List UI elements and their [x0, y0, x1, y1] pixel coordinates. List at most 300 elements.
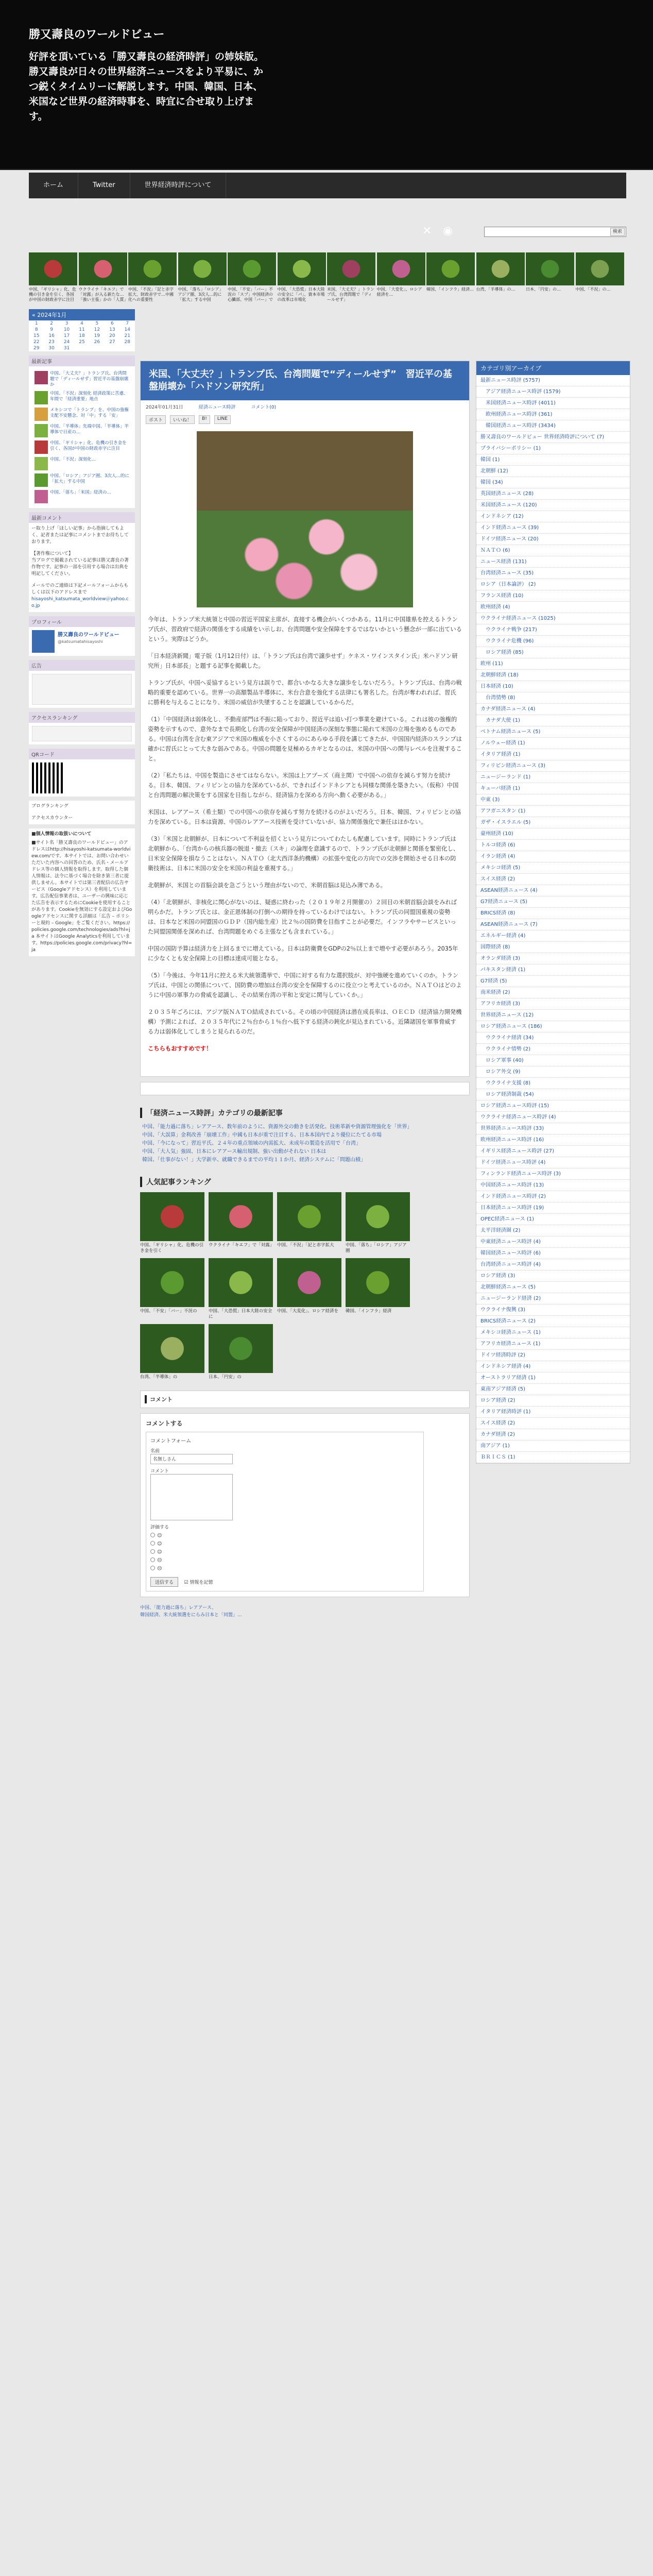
gallery-thumbnail[interactable]: [228, 252, 276, 285]
gallery-caption[interactable]: 中国、「不安」「バー」不況の「スプ」中国経済の心臓部、中国「バー」で: [228, 287, 273, 302]
gallery-caption[interactable]: 日本、「円安」の…: [526, 287, 561, 292]
category-link[interactable]: ウクライナ情勢 (2): [476, 1044, 630, 1055]
gallery-thumbnail[interactable]: [377, 252, 425, 285]
rating-option[interactable]: ☺: [150, 1540, 419, 1548]
category-link[interactable]: 最新ニュース時評 (5757): [476, 375, 630, 386]
gallery-caption[interactable]: 中国、「落ち」「ロシア」アジア圏、3次人…的に「拡大」する中国: [178, 287, 224, 302]
profile-block: [29, 627, 135, 656]
category-link[interactable]: 台湾経済ニュース (35): [476, 568, 630, 579]
main-content: [140, 361, 470, 1619]
recent-article-item[interactable]: [32, 389, 132, 406]
category-link[interactable]: ドイツ経済ニュース (20): [476, 534, 630, 545]
category-link[interactable]: エネルギー経済 (4): [476, 930, 630, 942]
copyright-block: [29, 548, 135, 580]
nav-item-twitter[interactable]: Twitter: [78, 173, 130, 198]
category-link[interactable]: キューバ経済 (1): [476, 783, 630, 794]
form-title: コメントフォーム: [150, 1438, 192, 1444]
ranking-card[interactable]: [346, 1192, 410, 1254]
category-link[interactable]: 北朝鮮 (12): [476, 466, 630, 477]
prev-post-link[interactable]: 中国、「能力過に落ち」レアアース、: [140, 1605, 217, 1611]
contact-text: メールでのご連絡は下記メールフォームからもしくは以下のアドレスまで: [31, 583, 129, 595]
category-link[interactable]: ニュージーランド (1): [476, 772, 630, 783]
gallery-item[interactable]: [576, 252, 624, 302]
gallery-caption[interactable]: 中国、「大恐慌」日本大陸の安全に「パ」、資本市場の改革は市場化: [277, 287, 325, 302]
calendar-day[interactable]: 14: [124, 327, 130, 332]
recent-articles-heading: 最新記事: [29, 355, 135, 366]
calendar-day[interactable]: 18: [79, 333, 85, 338]
category-link[interactable]: イタリア経済時評 (1): [476, 1406, 630, 1418]
ranking-card[interactable]: [209, 1192, 273, 1254]
gallery-thumbnail[interactable]: [327, 252, 375, 285]
recent-article-thumbnail[interactable]: [35, 490, 48, 503]
remember-checkbox[interactable]: ☑ 情報を記憶: [184, 1580, 213, 1585]
category-link[interactable]: インド経済ニュース (39): [476, 522, 630, 534]
calendar-title[interactable]: « 2024年1月: [29, 309, 135, 320]
category-link[interactable]: 日本経済ニュース時評 (19): [476, 1202, 630, 1214]
ranking-caption[interactable]: 台湾、「半導体」の: [140, 1375, 178, 1380]
recent-article-title[interactable]: メキシコで「トランプ」を、中国の強権支配不安懸念、対「中」する「安」: [50, 408, 129, 418]
category-link[interactable]: 欧州経済ニュース時評 (361): [476, 409, 630, 420]
ranking-thumbnail[interactable]: [346, 1192, 410, 1241]
category-link[interactable]: 南アジア (1): [476, 1440, 630, 1452]
recent-article-item[interactable]: [32, 422, 132, 439]
calendar-day[interactable]: 1: [35, 321, 38, 326]
category-link[interactable]: スイス経済 (2): [476, 1418, 630, 1429]
gallery-item[interactable]: [377, 252, 425, 302]
ranking-card[interactable]: [209, 1324, 273, 1380]
category-link[interactable]: 欧州経済 (4): [476, 602, 630, 613]
article-meta: [141, 400, 469, 413]
category-link[interactable]: パキスタン経済 (1): [476, 964, 630, 976]
category-link[interactable]: 太平洋経済圏 (2): [476, 1225, 630, 1236]
ranking-thumbnail[interactable]: [346, 1258, 410, 1307]
category-link[interactable]: ロシア経済ニュース時評 (15): [476, 1100, 630, 1112]
ranking-caption[interactable]: 中国、「大変化」、ロシア経済を: [277, 1309, 339, 1314]
gallery-thumbnail[interactable]: [178, 252, 227, 285]
calendar-day[interactable]: 5: [95, 321, 99, 326]
calendar-day[interactable]: 21: [124, 333, 130, 338]
related-article-link[interactable]: 韓国、「仕事がない！」大学新卒、就職できるまでの平均１１か月、経済システムに「問題山積」: [142, 1157, 366, 1163]
article-paragraph: トランプ氏が、中国へ妥協するという見方は誤りで、都合いかなる大きな譲歩をしないだろう。トランプ氏は、台湾の戦略的重要を認めている。世界一の高額製品半導体に、米台合意を強化する法律にも署名した。台湾が奪われれば、習氏に勝利を与えることになり、米国の威信が失墜することを認識しているからだ。: [148, 680, 462, 706]
category-link[interactable]: インド経済ニュース時評 (2): [476, 1191, 630, 1202]
share-buttons: [141, 413, 469, 426]
category-list: [476, 375, 630, 1463]
category-link[interactable]: ベトナム経済ニュース (5): [476, 726, 630, 738]
ranking-card[interactable]: [140, 1324, 204, 1380]
comment-textarea[interactable]: [150, 1474, 233, 1520]
gallery-thumbnail[interactable]: [576, 252, 624, 285]
category-link[interactable]: ウクライナ危機 (96): [476, 636, 630, 647]
recent-article-item[interactable]: [32, 369, 132, 389]
ranking-thumbnail[interactable]: [140, 1258, 204, 1307]
ranking-caption[interactable]: 中国、「落ち」「ロシア」アジア圏: [346, 1243, 407, 1253]
ranking-caption[interactable]: 韓国、「インフラ」経済: [346, 1309, 392, 1314]
right-sidebar: [476, 361, 630, 1464]
category-link[interactable]: カナダ大使 (1): [476, 715, 630, 726]
search-button[interactable]: 検索: [610, 228, 625, 236]
calendar-week: [29, 327, 135, 333]
gallery-item[interactable]: [426, 252, 475, 302]
avatar[interactable]: [32, 630, 55, 653]
next-post-link[interactable]: 韓国経済、米大統領選をにらみ日本と「同盟」…: [140, 1613, 243, 1618]
rating-option[interactable]: ☹: [150, 1556, 419, 1565]
gallery-strip: [29, 252, 626, 302]
gallery-thumbnail[interactable]: [128, 252, 177, 285]
calendar-day[interactable]: 12: [94, 327, 100, 332]
nav-item-about[interactable]: 世界経済時評について: [130, 173, 227, 198]
gallery-item[interactable]: [128, 252, 177, 302]
category-link[interactable]: 東南アジア経済 (5): [476, 1384, 630, 1395]
category-link[interactable]: ウクライナ復興 (3): [476, 1304, 630, 1316]
x-icon[interactable]: ✕: [422, 225, 432, 238]
rating-options: [150, 1532, 419, 1573]
recent-article-thumbnail[interactable]: [35, 457, 48, 470]
category-link[interactable]: ＢＲＩＣＳ (1): [476, 1452, 630, 1463]
share-like-button[interactable]: いいね！: [170, 415, 195, 424]
gallery-caption[interactable]: 中国、「不況」「記と赤字拡大、財政赤字で…中國化への重要性: [128, 287, 174, 302]
category-link[interactable]: 米国経済ニュース (120): [476, 500, 630, 511]
article-comment-count[interactable]: コメント(0): [251, 405, 277, 410]
category-link[interactable]: 日本経済 (10): [476, 681, 630, 692]
category-link[interactable]: ロシア経済 (3): [476, 1270, 630, 1282]
ranking-card[interactable]: [140, 1258, 204, 1320]
article-title[interactable]: 米国、「大丈夫？」トランプ氏、台湾問題で“ディールせず” 習近平の基盤崩壊か「ハドソン研究所」: [141, 361, 469, 400]
recommend-label: こちらもおすすめです！: [148, 1045, 212, 1052]
share-line-button[interactable]: LINE: [214, 415, 231, 424]
category-link[interactable]: 欧州経済ニュース時評 (16): [476, 1134, 630, 1146]
rating-option[interactable]: ☹: [150, 1565, 419, 1573]
recent-article-thumbnail[interactable]: [35, 424, 48, 437]
recent-article-title[interactable]: 中国、「大丈夫？」トランプ氏、台湾問題で「ディールせず」習近平の基盤崩壊か: [50, 371, 129, 387]
category-link[interactable]: スイス経済 (2): [476, 874, 630, 885]
recent-article-thumbnail[interactable]: [35, 408, 48, 421]
category-link[interactable]: アフリカ経済 (3): [476, 998, 630, 1010]
recent-article-thumbnail[interactable]: [35, 371, 48, 384]
name-field[interactable]: 名無しさん: [150, 1454, 233, 1464]
ranking-caption[interactable]: 中国、「不況」「記と赤字拡大: [277, 1243, 334, 1248]
category-link[interactable]: 台湾経済ニュース時評 (4): [476, 1259, 630, 1270]
comment-form: [146, 1432, 424, 1591]
article-body: [141, 615, 469, 1037]
category-link[interactable]: 欧州 (11): [476, 658, 630, 670]
blog-ranking[interactable]: ブログランキング: [29, 801, 135, 812]
category-link[interactable]: ASEAN経済ニュース (4): [476, 885, 630, 896]
category-link[interactable]: 韓国経済ニュース時評 (3434): [476, 420, 630, 432]
category-archive: [476, 361, 630, 1464]
privacy-block: [29, 828, 135, 956]
recent-article-item[interactable]: [32, 472, 132, 488]
ad-block[interactable]: [29, 671, 135, 708]
gallery-thumbnail[interactable]: [278, 252, 326, 285]
calendar-day: [74, 345, 89, 351]
gallery-caption[interactable]: 中国、「大変化」、ロシア経済を…: [376, 287, 422, 297]
category-link[interactable]: イタリア経済 (1): [476, 749, 630, 760]
calendar-day: [105, 345, 119, 351]
share-x-button[interactable]: ポスト: [146, 415, 166, 424]
category-link[interactable]: ウクライナ戦争 (217): [476, 624, 630, 636]
category-link[interactable]: 中国経済ニュース時評 (13): [476, 1180, 630, 1191]
category-heading: カテゴリ別アーカイブ: [476, 361, 630, 375]
category-link[interactable]: プライバシーポリシー (1): [476, 443, 630, 454]
category-link[interactable]: 豪州経済 (10): [476, 828, 630, 840]
recent-article-item[interactable]: [32, 455, 132, 472]
ranking-card[interactable]: [346, 1258, 410, 1320]
ranking-caption[interactable]: 中国、「ギリシャ」化、危機の引き金を引く: [140, 1243, 204, 1253]
calendar-day[interactable]: 17: [63, 333, 70, 338]
category-link[interactable]: アジア経済ニュース時評 (1579): [476, 386, 630, 398]
rating-option[interactable]: ☺: [150, 1532, 419, 1540]
share-hatena-button[interactable]: B!: [199, 415, 210, 424]
category-link[interactable]: 中東経済ニュース時評 (4): [476, 1236, 630, 1248]
category-link[interactable]: 韓国 (1): [476, 454, 630, 466]
category-link[interactable]: イラン経済 (4): [476, 851, 630, 862]
ranking-card[interactable]: [277, 1192, 341, 1254]
category-link[interactable]: ウクライナ支援 (8): [476, 1078, 630, 1089]
category-link[interactable]: 勝又壽良のワールドビュー 世界経済時評について (7): [476, 432, 630, 443]
calendar-day[interactable]: 9: [50, 327, 53, 332]
category-link[interactable]: ウクライナ経済ニュース (1025): [476, 613, 630, 624]
calendar-day[interactable]: 29: [33, 346, 40, 351]
calendar-week: [29, 320, 135, 327]
calendar-day[interactable]: 11: [79, 327, 85, 332]
gallery-thumbnail[interactable]: [526, 252, 574, 285]
category-link[interactable]: アフガニスタン (1): [476, 806, 630, 817]
category-link[interactable]: アフリカ経済ニュース (1): [476, 1338, 630, 1350]
category-link[interactable]: イギリス経済ニュース時評 (27): [476, 1146, 630, 1157]
related-article-link[interactable]: 中国、「能力過に落ち」レアアース、数年前のように、資源外交の動きを活発化、技術革新や資源管理強化を「世界」: [142, 1124, 413, 1130]
category-link[interactable]: ロシア（日本論評） (2): [476, 579, 630, 590]
calendar-day[interactable]: 26: [94, 340, 100, 345]
recent-article-item[interactable]: [32, 439, 132, 455]
category-link[interactable]: ノルウェー経済 (1): [476, 738, 630, 749]
gallery-item[interactable]: [178, 252, 227, 302]
recent-article-title[interactable]: 中国、「ギリシャ」化、危機の引き金を引く、各国が中国の財政赤字に注目: [50, 440, 127, 451]
recent-article-thumbnail[interactable]: [35, 473, 48, 487]
gallery-item[interactable]: [29, 252, 77, 302]
copyright-heading: 【著作権について】: [31, 551, 73, 556]
gallery-item[interactable]: [278, 252, 326, 302]
recent-article-thumbnail[interactable]: [35, 391, 48, 404]
category-link[interactable]: ドイツ経済時評 (2): [476, 1350, 630, 1361]
gallery-thumbnail[interactable]: [426, 252, 475, 285]
calendar-day[interactable]: 8: [35, 327, 38, 332]
gallery-caption[interactable]: 台湾、「半導体」の…: [476, 287, 515, 292]
category-link[interactable]: 南米経済 (2): [476, 987, 630, 998]
category-link[interactable]: BRICS経済 (8): [476, 908, 630, 919]
calendar-day[interactable]: 16: [48, 333, 55, 338]
recent-article-title[interactable]: 中国、「落ち」「米国」経済の…: [50, 490, 112, 495]
ranking-caption[interactable]: ウクライナ「キエフ」で「対露」: [209, 1243, 274, 1248]
category-link[interactable]: メキシコ経済ニュース (1): [476, 1327, 630, 1338]
calendar-day[interactable]: 10: [63, 327, 70, 332]
category-link[interactable]: 台湾情勢 (8): [476, 692, 630, 704]
gallery-thumbnail[interactable]: [79, 252, 127, 285]
access-counter: アクセスカウンター: [29, 812, 135, 824]
gallery-item[interactable]: [79, 252, 127, 302]
category-link[interactable]: ニュース経済 (131): [476, 556, 630, 568]
ranking-thumbnail[interactable]: [209, 1258, 273, 1307]
category-link[interactable]: ウクライナ経済 (34): [476, 1032, 630, 1044]
rating-option[interactable]: ☺: [150, 1548, 419, 1556]
category-link[interactable]: 世界経済ニュース時評 (33): [476, 1123, 630, 1134]
calendar-day[interactable]: 28: [124, 340, 130, 345]
category-link[interactable]: オランダ経済 (3): [476, 953, 630, 964]
gallery-caption[interactable]: 中国、「ギリシャ」化、危機の引き金を引く、各国が中国の財政赤字に注目: [29, 287, 76, 302]
article-paragraph: （5）「今後は、今年11月に控える米大統領選挙で、中国に対する有力な選択肢が、対中強硬を進めていくのか。トランプ氏は、中国との関係について、国防費の増加は台湾の安全を保障するのに役立つと考えているのか。ＮＡＴＯはどのように中国の軍事力の脅威を認識し、その結果台湾の平和と安定に関与していくか。」: [148, 972, 462, 998]
gallery-caption[interactable]: 米国、「大丈夫？」トランプ氏、台湾問題で「ディールせず」: [327, 287, 374, 302]
calendar-day[interactable]: 19: [94, 333, 100, 338]
ranking-caption[interactable]: 日本、「円安」の: [209, 1375, 242, 1380]
profile-heading: プロフィール: [29, 616, 135, 627]
category-link[interactable]: オーストラリア経済 (1): [476, 1372, 630, 1384]
category-link[interactable]: 中東 (3): [476, 794, 630, 806]
recent-article-title[interactable]: 中国、「不況」深刻化 経済政策に苦慮、年間で「経済重要」地点: [50, 391, 128, 402]
calendar-day[interactable]: 27: [109, 340, 115, 345]
category-link[interactable]: ガザ・イスラエル (5): [476, 817, 630, 828]
category-link[interactable]: ロシア外交 (9): [476, 1066, 630, 1078]
gallery-caption[interactable]: ウクライナ「キエフ」で「対露」が入る新たな…「強い主張」かの「人質」: [78, 287, 128, 302]
privacy-heading: ■個人情報の取扱いについて: [31, 832, 92, 837]
recent-article-title[interactable]: 中国、「半導体」先端中国、「半導体」半導体で日産の…: [50, 424, 129, 435]
calendar: [29, 320, 135, 351]
calendar-day[interactable]: 3: [65, 321, 68, 326]
rss-icon[interactable]: ◉: [442, 225, 453, 238]
recent-article-item[interactable]: [32, 406, 132, 422]
profile-id: @katsumatahisayoshi: [58, 639, 103, 644]
related-article-link[interactable]: 中国、「大誤算」金利改善「崩壊工作」中國も日本が重で注目する、日本本国内でより優位にたてる市場: [142, 1132, 382, 1138]
category-link[interactable]: 韓国 (34): [476, 477, 630, 488]
header-divider: [0, 169, 653, 170]
category-link[interactable]: フィンランド経済ニュース時評 (3): [476, 1168, 630, 1180]
related-article-link[interactable]: 中国、「大人気」強固、日本にレアアース輸出規制、強い出動がそれない 日本は: [142, 1149, 326, 1155]
gallery-item[interactable]: [228, 252, 276, 302]
calendar-day[interactable]: 22: [33, 340, 40, 345]
category-link[interactable]: OPEC経済ニュース (1): [476, 1214, 630, 1225]
ranking-card[interactable]: [277, 1258, 341, 1320]
calendar-day[interactable]: 4: [80, 321, 83, 326]
category-link[interactable]: インドネシア経済 (4): [476, 1361, 630, 1372]
category-link[interactable]: 米国経済ニュース時評 (4011): [476, 398, 630, 409]
recent-comments-heading: 最新コメント: [29, 512, 135, 523]
calendar-day[interactable]: 13: [109, 327, 115, 332]
site-title[interactable]: 勝又壽良のワールドビュー: [29, 28, 165, 41]
ad-banner[interactable]: [140, 1082, 470, 1095]
calendar-day[interactable]: 24: [63, 340, 70, 345]
recent-article-item[interactable]: [32, 488, 132, 505]
category-link[interactable]: ロシア軍事 (40): [476, 1055, 630, 1066]
category-link[interactable]: ニュージーランド経済 (2): [476, 1293, 630, 1304]
category-link[interactable]: トルコ経済 (6): [476, 840, 630, 851]
calendar-day[interactable]: 31: [63, 346, 70, 351]
calendar-day[interactable]: 30: [48, 346, 55, 351]
category-link[interactable]: 北朝鮮経済 (18): [476, 670, 630, 681]
ranking-caption[interactable]: 中国、「大恐慌」日本大陸の安全に: [209, 1309, 272, 1319]
contact-mail[interactable]: hisayoshi_katsumata_worldview＠yahoo.co.jp: [31, 597, 129, 608]
profile-name[interactable]: 勝又壽良のワールドビュー: [58, 632, 119, 638]
related-heading: 「経済ニュース時評」カテゴリの最新記事: [140, 1108, 470, 1118]
ranking-card[interactable]: [209, 1258, 273, 1320]
calendar-day[interactable]: 23: [48, 340, 55, 345]
category-link[interactable]: フランス経済 (10): [476, 590, 630, 602]
search-input[interactable]: [484, 227, 626, 237]
category-link[interactable]: 北朝鮮経済ニュース (5): [476, 1282, 630, 1293]
category-link[interactable]: ロシア経済ニュース (186): [476, 1021, 630, 1032]
related-article-link[interactable]: 中国、「今になって」習近平氏、２４年の重点領域の内需拡大、未成年の製造を活用で「台湾」: [142, 1141, 361, 1146]
category-link[interactable]: ドイツ経済ニュース時評 (4): [476, 1157, 630, 1168]
gallery-thumbnail[interactable]: [29, 252, 77, 285]
recent-article-title[interactable]: 中国、「不況」深刻化…: [50, 457, 96, 462]
header-icons: [422, 225, 462, 237]
ranking-thumbnail[interactable]: [277, 1258, 341, 1307]
calendar-day[interactable]: 20: [109, 333, 115, 338]
header: [0, 0, 653, 170]
category-link[interactable]: BRICS経済ニュース (2): [476, 1316, 630, 1327]
gallery-caption[interactable]: 韓国、「インフラ」経済…: [426, 287, 474, 292]
category-link[interactable]: 世界経済ニュース (12): [476, 1010, 630, 1021]
article-paragraph: 米国は、レアアース（希土類）での中国への依存を減らす努力を続けるのがよいだろう。日本、韓国、フィリピンとの協力を深めている。日本は資源、中国のレアアース技術を受けていないが、協力関係強化で兼任はほかない。: [148, 809, 461, 825]
category-link[interactable]: ロシア経済制裁 (54): [476, 1089, 630, 1100]
category-link[interactable]: ASEAN経済ニュース (7): [476, 919, 630, 930]
gallery-thumbnail[interactable]: [476, 252, 525, 285]
category-link[interactable]: ＮＡＴＯ (6): [476, 545, 630, 556]
ranking-thumbnail[interactable]: [140, 1192, 204, 1241]
recent-article-title[interactable]: 中国、「ロシア」アジア圏、3次人…的に「拡大」する中国: [50, 473, 129, 484]
article-paragraph: 北朝鮮が、米国との首脳会談を急ごうという理由がないので、米朝首脳は見込み薄である。: [148, 882, 386, 889]
article-paragraph: （1）「中国経済は弱体化し、不動産部門は不振に陥っており、習近平は追い打つ事業を避けている。これは彼の強権的姿勢を示すもので、意外なまで長期化し台湾の安全保障が中国経済の深刻な事態に陥れて米国の立場を強めるものである。中国は台湾を含む東アジアで米国の権威を小さくするのにあらゆる手段を講じてきたが、中国国内経済のスランプは確かに習氏にとって大きな弱みである。中国の問題を見極めるカギとなるのは、米国の中国への関与レベルを注視すること。: [148, 716, 462, 762]
ranking-thumbnail[interactable]: [209, 1324, 273, 1373]
calendar-day[interactable]: 25: [79, 340, 85, 345]
category-link[interactable]: 英国経済ニュース (28): [476, 488, 630, 500]
category-link[interactable]: フィリピン経済ニュース (3): [476, 760, 630, 772]
ranking-caption[interactable]: 中国、「不安」「バー」不況の: [140, 1309, 197, 1314]
category-link[interactable]: カナダ経済ニュース (4): [476, 704, 630, 715]
rating-label: 評価する: [150, 1525, 169, 1530]
category-link[interactable]: G7経済 (5): [476, 976, 630, 987]
article-category[interactable]: 経済ニュース時評: [198, 405, 236, 410]
ranking-thumbnail[interactable]: [140, 1324, 204, 1373]
article-paragraph: 今年は、トランプ米大統領と中国の習近平国家主席が、直接する機会がいくつかある。11月に中国雄県を控えるトランプ氏が、習政府で経済の関係をする成績をい示しお、台湾問題や安全保障をするではないかという懸念が一部に出ているという。実際はどうか。: [148, 616, 462, 642]
calendar-day[interactable]: 7: [126, 321, 129, 326]
gallery-item[interactable]: [526, 252, 574, 302]
access-ranking-block[interactable]: [29, 723, 135, 744]
category-link[interactable]: インドネシア (12): [476, 511, 630, 522]
category-link[interactable]: ロシア経済 (2): [476, 1395, 630, 1406]
gallery-item[interactable]: [327, 252, 375, 302]
category-link[interactable]: 韓国経済ニュース時評 (6): [476, 1248, 630, 1259]
category-link[interactable]: G7経済ニュース (5): [476, 896, 630, 908]
category-link[interactable]: カナダ経済 (2): [476, 1429, 630, 1440]
category-link[interactable]: ウクライナ経済ニュース時評 (4): [476, 1112, 630, 1123]
calendar-day[interactable]: 2: [50, 321, 53, 326]
submit-button[interactable]: 送信する: [150, 1577, 178, 1587]
category-link[interactable]: 国際経済 (8): [476, 942, 630, 953]
nav-item-home[interactable]: ホーム: [29, 173, 78, 198]
calendar-day[interactable]: 6: [110, 321, 114, 326]
ranking-thumbnail[interactable]: [277, 1192, 341, 1241]
recent-article-thumbnail[interactable]: [35, 440, 48, 454]
ranking-card[interactable]: [140, 1192, 204, 1254]
category-link[interactable]: ロシア経済 (85): [476, 647, 630, 658]
ranking-thumbnail[interactable]: [209, 1192, 273, 1241]
calendar-day[interactable]: 15: [33, 333, 40, 338]
comment-form-section: [140, 1413, 470, 1597]
article-paragraph: （2）「私たちは、中国を製造にさせてはならない。米国は上アプーズ（商主関）で中国への依存を減らす努力を続ける。日本、韓国、フィリピンとの協力を深めているが、できればインドネシアとも同様な関係を築きたい。（仮称）中国と台湾問題の解決策をする国家を目指しながら、経済協力を深める方向へ動く必要がある。」: [148, 772, 459, 799]
category-link[interactable]: メキシコ経済 (5): [476, 862, 630, 874]
gallery-item[interactable]: [476, 252, 525, 302]
gallery-caption[interactable]: 中国、「不況」の…: [575, 287, 611, 292]
site-tagline: 好評を頂いている「勝又壽良の経済時評」の姉妹版。勝又壽良が日々の世界経済ニュースをより平易に、かつ鋭くタイムリーに解説します。中国、韓国、日本、米国など世界の経済時事を、時宜に合せ取り上げます。: [29, 51, 264, 122]
article-paragraph: （3）「米国と北朝鮮が、日本について不利益を招くという見方についてわたしも配慮しています。同時にトランプ氏は北朝鮮から、「台湾からの核兵器の脱退・撤去（スキ」の論理を意識するので、トランプ氏が北朝鮮と関係を緊密化し、日米安全保障を損なうことはない。ＮＡＴＯ（北大西洋条約機構）の拡張や変化の方向での交渉を開始させる日本の防衛技術は、日本に米国の安全を米国の利益を重視する。」: [148, 836, 459, 872]
